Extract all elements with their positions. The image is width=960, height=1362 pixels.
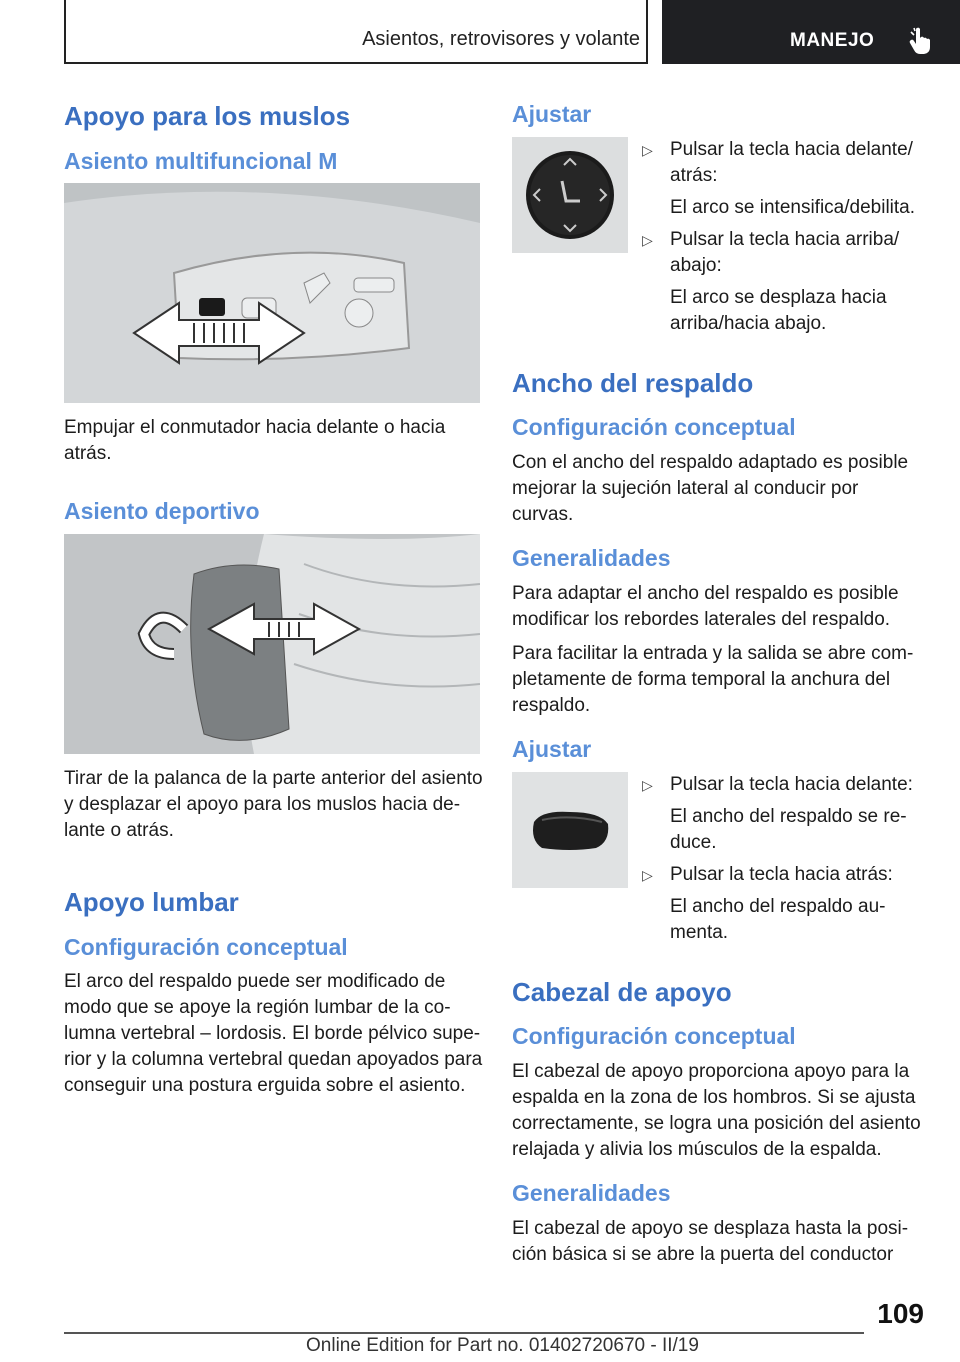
paragraph-lumbar-concept: El arco del respaldo puede ser modificado de modo que se apoye la región lumbar de la co‐lumna vertebral – lordosis. El borde pélvico supe‐rior y la columna vertebral quedan apoyados para conseguir una postura erguida sobre el asiento. — [64, 971, 483, 1097]
heading-backrest-width: Ancho del respaldo — [512, 367, 754, 398]
heading-lumbar-support: Apoyo lumbar — [64, 887, 239, 917]
width-adjust-block — [512, 772, 924, 952]
header-chapter-label: MANEJO — [790, 30, 875, 51]
heading-headrest: Cabezal de apoyo — [512, 976, 732, 1007]
paragraph-sport: Tirar de la palanca de la parte anterior del asiento y desplazar el apoyo para los muslos hacia de‐lante o atrás. — [64, 768, 483, 841]
heading-adjust-width: Ajustar — [512, 735, 592, 762]
paragraph-width-concept: Con el ancho del respaldo adaptado es posible mejorar la sujeción lateral al conducir por curvas. — [512, 452, 909, 525]
lumbar-adjust-block — [512, 137, 924, 343]
triangle-bullet-icon: ▷ — [642, 231, 653, 248]
step-instruction: Pulsar la tecla hacia arriba/ abajo: — [670, 228, 900, 276]
heading-lumbar-concept: Configuración conceptual — [64, 933, 348, 960]
right-column — [512, 100, 924, 1276]
heading-headrest-concept: Configuración conceptual — [512, 1023, 796, 1049]
sport-seat-image — [64, 534, 480, 754]
heading-general-width: Generalidades — [512, 545, 671, 571]
heading-adjust-lumbar: Ajustar — [512, 101, 592, 127]
step-item — [642, 862, 924, 952]
step-instruction: Pulsar la tecla hacia delante: — [670, 773, 913, 795]
width-switch-image — [512, 772, 628, 888]
step-result: El arco se intensifica/debilita. — [670, 196, 916, 218]
step-instruction: Pulsar la tecla hacia delante/ atrás: — [670, 138, 913, 186]
page-number: 109 — [877, 1298, 924, 1329]
width-steps-list — [642, 772, 924, 952]
paragraph-general-width-b: Para facilitar la entrada y la salida se abre com‐pletamente de forma temporal la anchura del respaldo. — [512, 642, 914, 716]
lumbar-steps-list — [642, 137, 924, 343]
step-item — [642, 227, 924, 343]
step-instruction: Pulsar la tecla hacia atrás: — [670, 863, 893, 885]
paragraph-general-width-a: Para adaptar el ancho del respaldo es posible modificar los rebordes laterales del respaldo. — [512, 582, 899, 630]
seat-switch-image — [64, 183, 480, 403]
step-result: El ancho del respaldo au‐menta. — [670, 895, 886, 943]
step-result: El arco se desplaza hacia arriba/hacia abajo. — [670, 286, 887, 334]
triangle-bullet-icon: ▷ — [642, 776, 653, 793]
paragraph-multifunction: Empujar el conmutador hacia delante o hacia atrás. — [64, 417, 446, 465]
heading-thigh-support: Apoyo para los muslos — [64, 101, 351, 131]
triangle-bullet-icon: ▷ — [642, 141, 653, 158]
triangle-bullet-icon: ▷ — [642, 866, 653, 883]
pointing-hand-icon — [908, 26, 934, 59]
heading-width-concept: Configuración conceptual — [512, 414, 796, 441]
step-item — [642, 772, 924, 862]
lumbar-control-image — [512, 137, 628, 253]
left-column — [64, 100, 484, 1107]
footer-edition: Online Edition for Part no. 01402720670 - II/19 — [306, 1335, 699, 1356]
header-section-title: Asientos, retrovisores y volante — [362, 28, 640, 50]
heading-general-headrest: Generalidades — [512, 1179, 671, 1206]
heading-multifunction-seat: Asiento multifuncional M — [64, 147, 338, 174]
paragraph-general-headrest: El cabezal de apoyo se desplaza hasta la posi‐ción básica si se abre la puerta del conductor — [512, 1217, 909, 1265]
step-result: El ancho del respaldo se re‐duce. — [670, 805, 907, 853]
footer-divider — [64, 1332, 864, 1334]
paragraph-headrest-concept: El cabezal de apoyo proporciona apoyo para la espalda en la zona de los hombros. Si se ajusta correctamente, se logra una posición del asiento relajada y alivia los músculos de la espalda. — [512, 1060, 921, 1160]
header-chapter-tab — [662, 0, 960, 64]
step-item — [642, 137, 924, 227]
heading-sport-seat: Asiento deportivo — [64, 498, 260, 525]
